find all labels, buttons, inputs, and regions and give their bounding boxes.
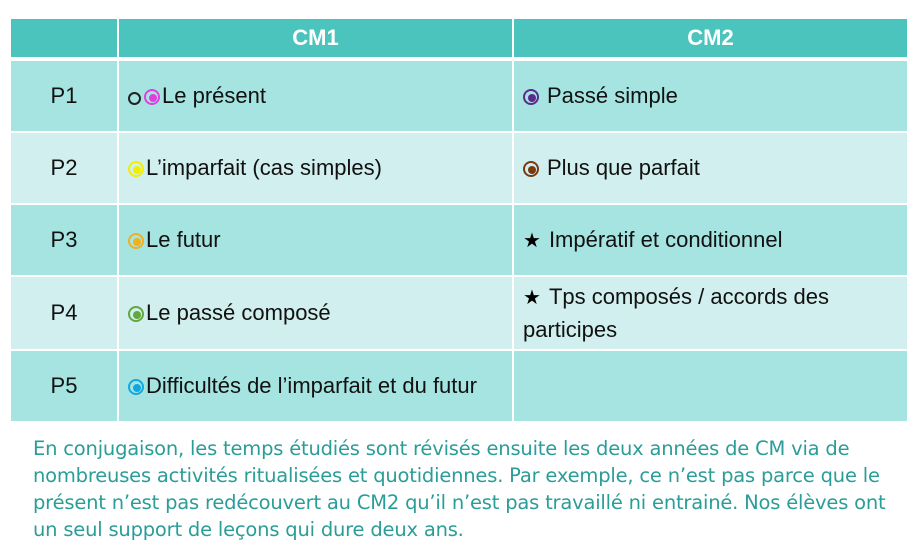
orange-dot-icon bbox=[128, 233, 144, 249]
cm2-cell bbox=[513, 350, 908, 422]
period-label: P5 bbox=[10, 350, 118, 422]
cm2-cell bbox=[513, 59, 908, 132]
period-label: P4 bbox=[10, 276, 118, 350]
table-row bbox=[10, 132, 908, 204]
purple-dot-icon bbox=[523, 89, 539, 105]
cm1-lesson: Le futur bbox=[146, 227, 221, 252]
header-cm2: CM2 bbox=[513, 18, 908, 59]
cm1-cell bbox=[118, 276, 513, 350]
cm1-cell bbox=[118, 350, 513, 422]
table-row bbox=[10, 204, 908, 276]
table-row bbox=[10, 276, 908, 350]
cm1-lesson: L’imparfait (cas simples) bbox=[146, 155, 382, 180]
cm1-cell bbox=[118, 204, 513, 276]
cm1-lesson: Difficultés de l’imparfait et du futur bbox=[146, 373, 477, 398]
period-label: P1 bbox=[10, 59, 118, 132]
period-label: P3 bbox=[10, 204, 118, 276]
star-icon: ★ bbox=[523, 229, 541, 252]
cm1-cell bbox=[118, 59, 513, 132]
table-row bbox=[10, 59, 908, 132]
cm2-lesson: Passé simple bbox=[547, 83, 678, 108]
cm1-lesson: Le passé composé bbox=[146, 300, 331, 325]
green-dot-icon bbox=[128, 306, 144, 322]
black-ring-icon bbox=[128, 92, 141, 105]
brown-dot-icon bbox=[523, 161, 539, 177]
cm2-cell bbox=[513, 132, 908, 204]
header-row bbox=[10, 18, 908, 59]
magenta-dot-icon bbox=[144, 89, 160, 105]
explanatory-note: En conjugaison, les temps étudiés sont révisés ensuite les deux années de CM via de nombreuses activités ritualisées et quotidiennes. Par exemple, ce n’est pas parce que le présent n’est pas redécouvert au CM2 qu’il n’est pas travaillé ni entrainé. Nos élèves ont un seul support de leçons qui dure deux ans. bbox=[33, 437, 886, 541]
blue-dot-icon bbox=[128, 379, 144, 395]
cm2-lesson: Plus que parfait bbox=[547, 155, 700, 180]
cm2-cell bbox=[513, 204, 908, 276]
header-cm1: CM1 bbox=[118, 18, 513, 59]
star-icon: ★ bbox=[523, 286, 541, 309]
cm2-lesson: Tps composés / accords des participes bbox=[523, 283, 829, 342]
cm1-cell bbox=[118, 132, 513, 204]
cm2-cell bbox=[513, 276, 908, 350]
table-row bbox=[10, 350, 908, 422]
cm1-lesson: Le présent bbox=[162, 83, 266, 108]
yellow-dot-icon bbox=[128, 161, 144, 177]
cm2-lesson: Impératif et conditionnel bbox=[548, 226, 783, 252]
header-period bbox=[10, 18, 118, 59]
progression-table bbox=[9, 17, 909, 423]
period-label: P2 bbox=[10, 132, 118, 204]
